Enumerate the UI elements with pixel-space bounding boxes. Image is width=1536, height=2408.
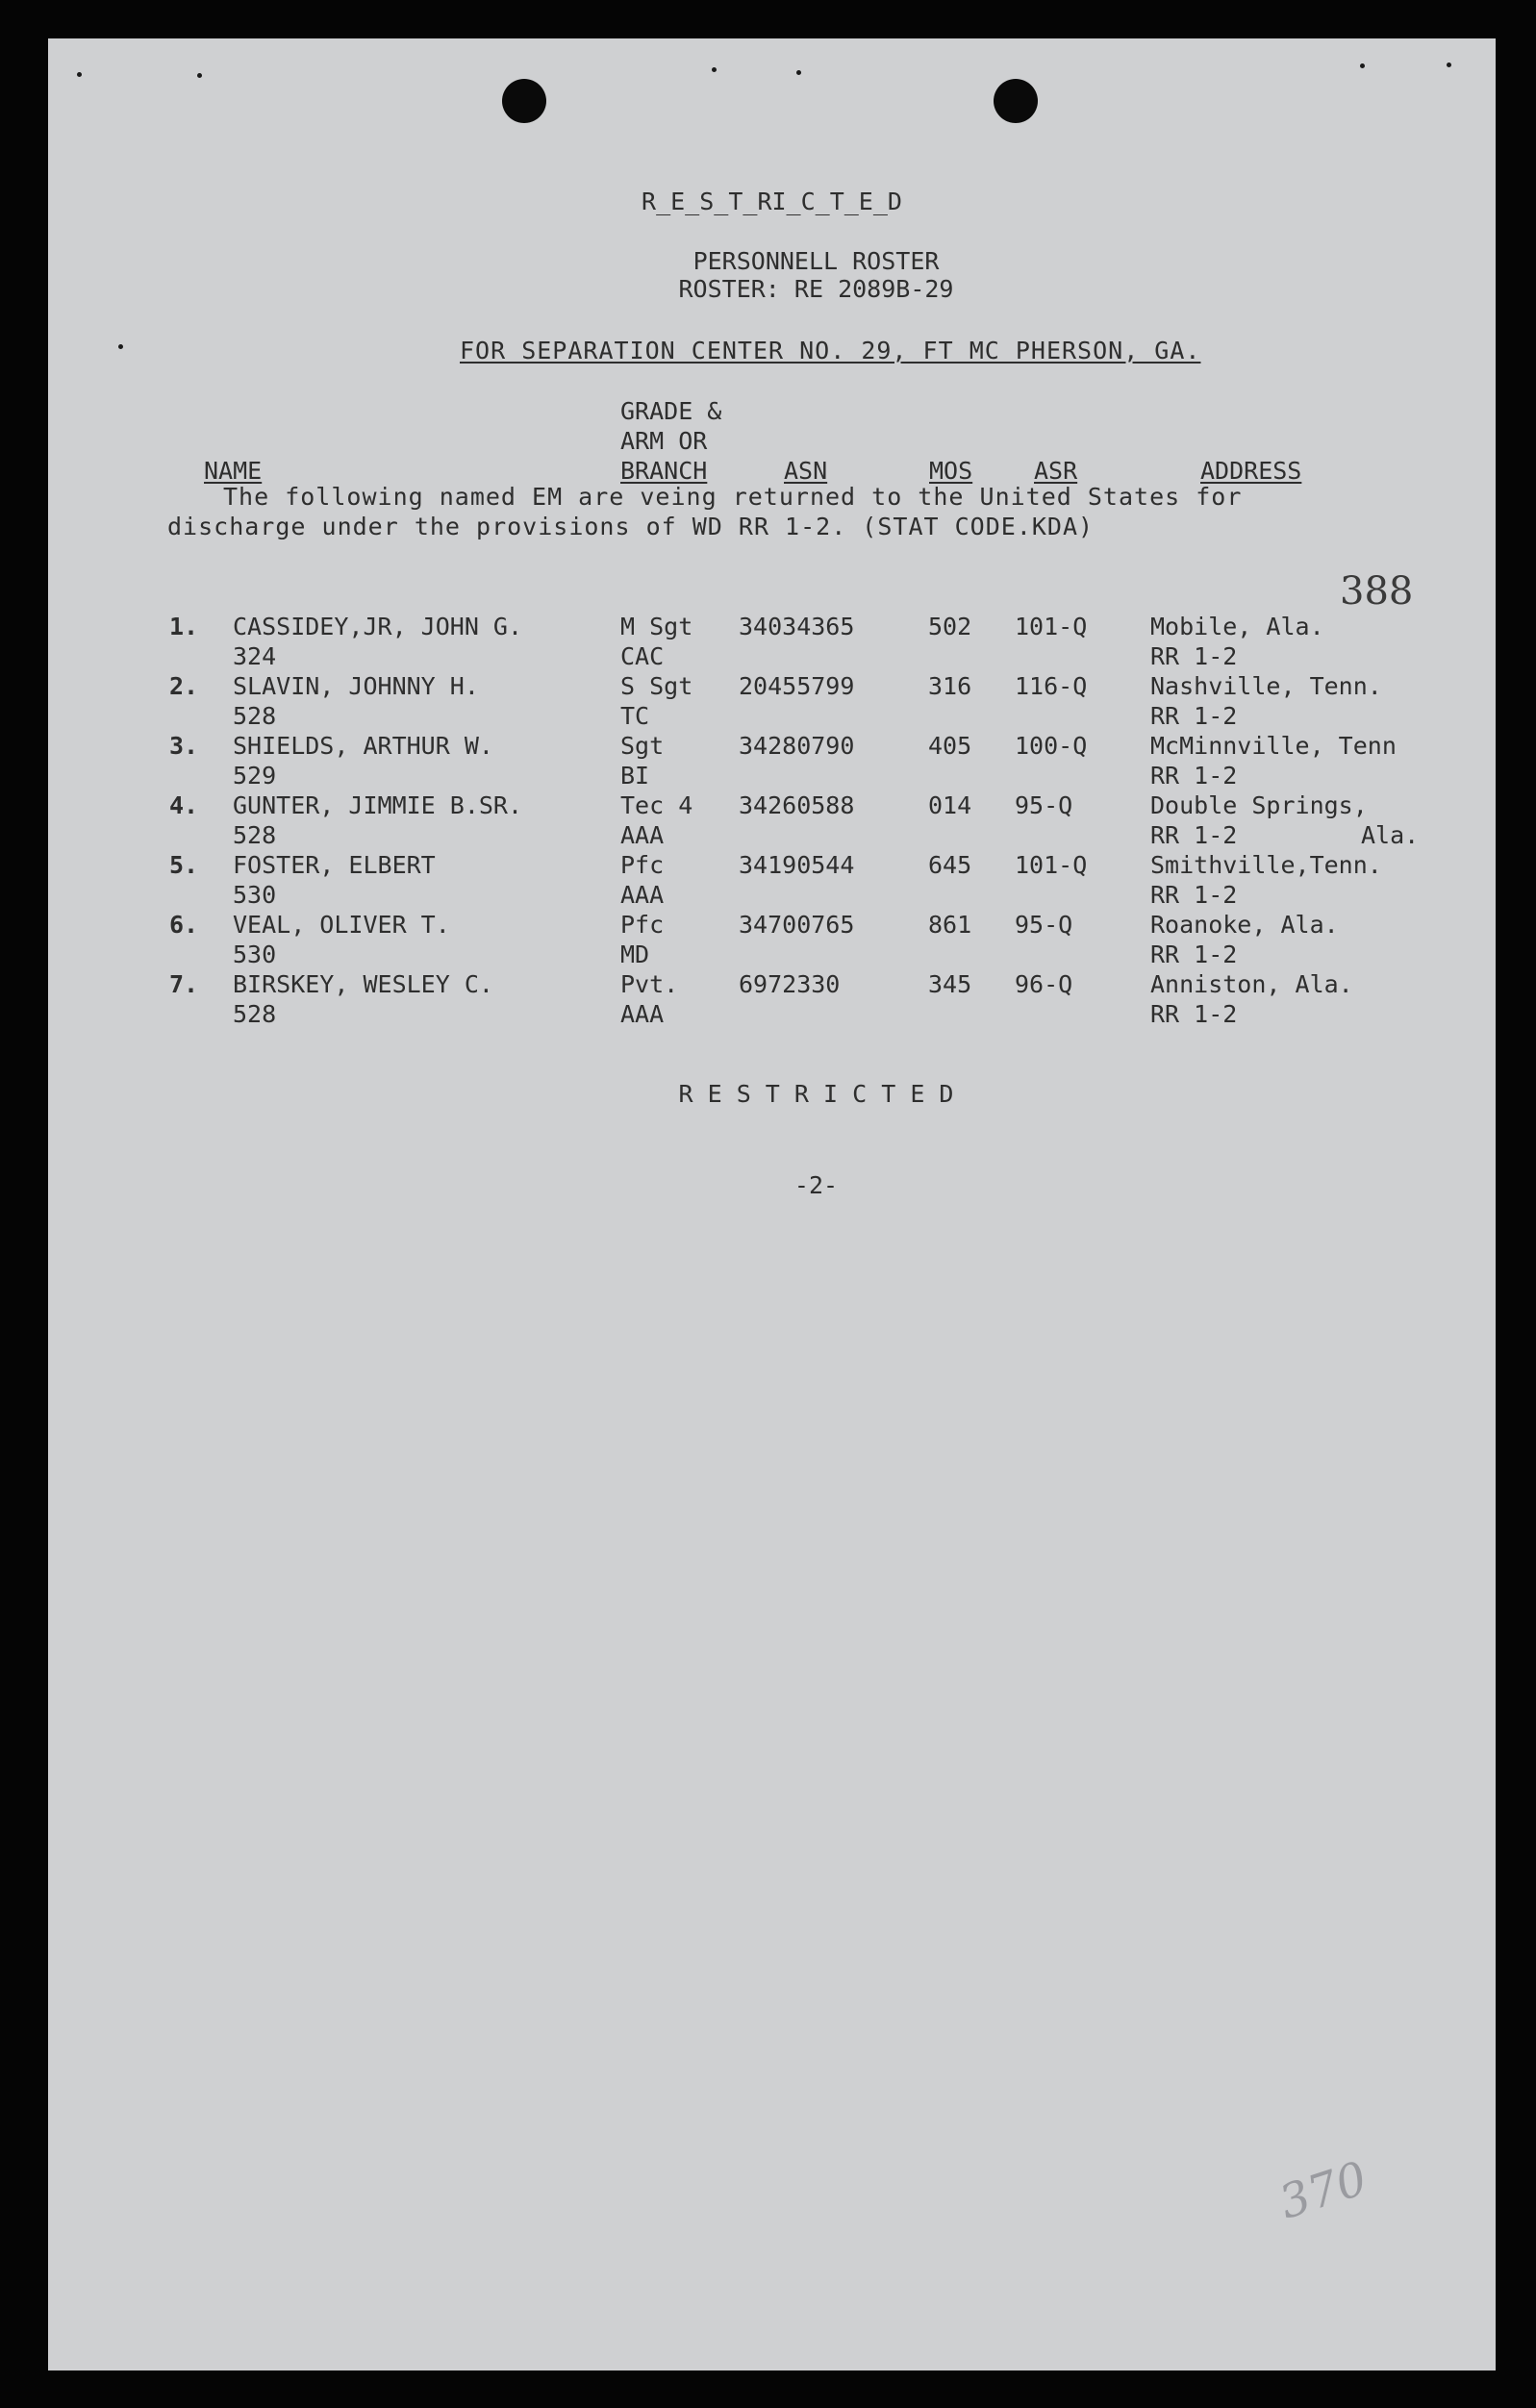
member-asn: 34190544 xyxy=(739,851,855,879)
column-header-asr: ASR xyxy=(1034,457,1078,485)
member-asr: 100-Q xyxy=(1015,732,1088,760)
intro-line-1: The following named EM are veing returned to the United States for xyxy=(223,483,1243,511)
member-mos: 645 xyxy=(928,851,972,879)
member-asr: 95-Q xyxy=(1015,911,1073,939)
member-code: 528 xyxy=(233,821,277,849)
member-grade: Sgt xyxy=(620,732,665,760)
member-name: VEAL, OLIVER T. xyxy=(233,911,450,939)
member-asr: 95-Q xyxy=(1015,791,1073,819)
member-code: 528 xyxy=(233,1000,277,1028)
member-address-line2: RR 1-2 xyxy=(1150,941,1238,968)
member-grade: Pfc xyxy=(620,911,665,939)
member-branch: CAC xyxy=(620,642,665,670)
member-name: CASSIDEY,JR, JOHN G. xyxy=(233,613,523,640)
member-name: SHIELDS, ARTHUR W. xyxy=(233,732,493,760)
roster-row xyxy=(48,671,1496,731)
column-header-address: ADDRESS xyxy=(1200,457,1302,485)
row-number: 4. xyxy=(169,791,199,819)
member-asn: 34280790 xyxy=(739,732,855,760)
member-asn: 34700765 xyxy=(739,911,855,939)
roster-row xyxy=(48,612,1496,671)
speck xyxy=(1447,63,1451,67)
document-page xyxy=(48,38,1496,2370)
speck xyxy=(77,72,82,77)
speck xyxy=(796,70,801,75)
column-header-name: NAME xyxy=(204,457,263,485)
restricted-heading-bottom: R E S T R I C T E D xyxy=(678,1080,954,1108)
punch-hole-right xyxy=(994,79,1038,123)
page-number: -2- xyxy=(793,1171,839,1199)
member-address-line1: Double Springs, xyxy=(1150,791,1368,819)
column-header-grade-line2: ARM OR xyxy=(620,427,708,455)
speck xyxy=(118,344,123,349)
member-address-line1: McMinnville, Tenn xyxy=(1150,732,1397,760)
row-number: 1. xyxy=(169,613,199,640)
row-number: 5. xyxy=(169,851,199,879)
roster-row xyxy=(48,731,1496,790)
column-header-grade-line1: GRADE & xyxy=(620,397,722,425)
member-mos: 861 xyxy=(928,911,972,939)
member-asn: 6972330 xyxy=(739,970,841,998)
member-grade: Pvt. xyxy=(620,970,679,998)
member-code: 530 xyxy=(233,941,277,968)
separation-center-line: FOR SEPARATION CENTER NO. 29, FT MC PHERSON, GA. xyxy=(460,337,1201,364)
member-asr: 116-Q xyxy=(1015,672,1088,700)
member-code: 324 xyxy=(233,642,277,670)
member-code: 528 xyxy=(233,702,277,730)
speck xyxy=(1360,63,1365,68)
member-mos: 502 xyxy=(928,613,972,640)
punch-hole-left xyxy=(502,79,546,123)
member-address-line2: RR 1-2 xyxy=(1150,881,1238,909)
member-address-line2-state: Ala. xyxy=(1361,821,1420,849)
roster-row xyxy=(48,850,1496,910)
member-branch: BI xyxy=(620,762,650,790)
roster-row xyxy=(48,969,1496,1029)
member-name: FOSTER, ELBERT xyxy=(233,851,436,879)
member-asn: 34260588 xyxy=(739,791,855,819)
roster-number: ROSTER: RE 2089B-29 xyxy=(678,275,954,303)
member-mos: 014 xyxy=(928,791,972,819)
speck xyxy=(712,67,717,72)
member-mos: 345 xyxy=(928,970,972,998)
handwritten-number: 370 xyxy=(1272,2151,1374,2230)
member-mos: 405 xyxy=(928,732,972,760)
member-asr: 96-Q xyxy=(1015,970,1073,998)
member-name: BIRSKEY, WESLEY C. xyxy=(233,970,493,998)
member-asn: 34034365 xyxy=(739,613,855,640)
member-branch: AAA xyxy=(620,881,665,909)
member-address-line1: Anniston, Ala. xyxy=(1150,970,1353,998)
member-grade: Tec 4 xyxy=(620,791,693,819)
speck xyxy=(197,73,202,78)
member-grade: Pfc xyxy=(620,851,665,879)
row-number: 2. xyxy=(169,672,199,700)
column-header-branch: BRANCH xyxy=(620,457,708,485)
member-grade: M Sgt xyxy=(620,613,693,640)
member-address-line2: RR 1-2 xyxy=(1150,702,1238,730)
member-asr: 101-Q xyxy=(1015,851,1088,879)
intro-line-2: discharge under the provisions of WD RR 1-2. (STAT CODE.KDA) xyxy=(167,513,1095,540)
member-address-line2: RR 1-2 xyxy=(1150,821,1238,849)
member-address-line1: Mobile, Ala. xyxy=(1150,613,1324,640)
member-address-line2: RR 1-2 xyxy=(1150,642,1238,670)
roster-title: PERSONNELL ROSTER xyxy=(692,247,940,275)
column-header-asn: ASN xyxy=(784,457,828,485)
roster-row xyxy=(48,910,1496,969)
row-number: 7. xyxy=(169,970,199,998)
member-asr: 101-Q xyxy=(1015,613,1088,640)
member-branch: AAA xyxy=(620,1000,665,1028)
member-address-line1: Smithville,Tenn. xyxy=(1150,851,1382,879)
member-code: 530 xyxy=(233,881,277,909)
row-number: 3. xyxy=(169,732,199,760)
member-address-line1: Roanoke, Ala. xyxy=(1150,911,1339,939)
member-branch: MD xyxy=(620,941,650,968)
member-asn: 20455799 xyxy=(739,672,855,700)
roster-row xyxy=(48,790,1496,850)
member-branch: AAA xyxy=(620,821,665,849)
member-branch: TC xyxy=(620,702,650,730)
member-grade: S Sgt xyxy=(620,672,693,700)
member-code: 529 xyxy=(233,762,277,790)
member-address-line1: Nashville, Tenn. xyxy=(1150,672,1382,700)
member-name: SLAVIN, JOHNNY H. xyxy=(233,672,479,700)
restricted-heading-top: R_E_S_T_RI_C_T_E_D xyxy=(642,188,902,215)
stamp-number: 388 xyxy=(1340,569,1414,614)
column-header-mos: MOS xyxy=(929,457,973,485)
member-mos: 316 xyxy=(928,672,972,700)
member-address-line2: RR 1-2 xyxy=(1150,1000,1238,1028)
member-name: GUNTER, JIMMIE B.SR. xyxy=(233,791,523,819)
row-number: 6. xyxy=(169,911,199,939)
member-address-line2: RR 1-2 xyxy=(1150,762,1238,790)
